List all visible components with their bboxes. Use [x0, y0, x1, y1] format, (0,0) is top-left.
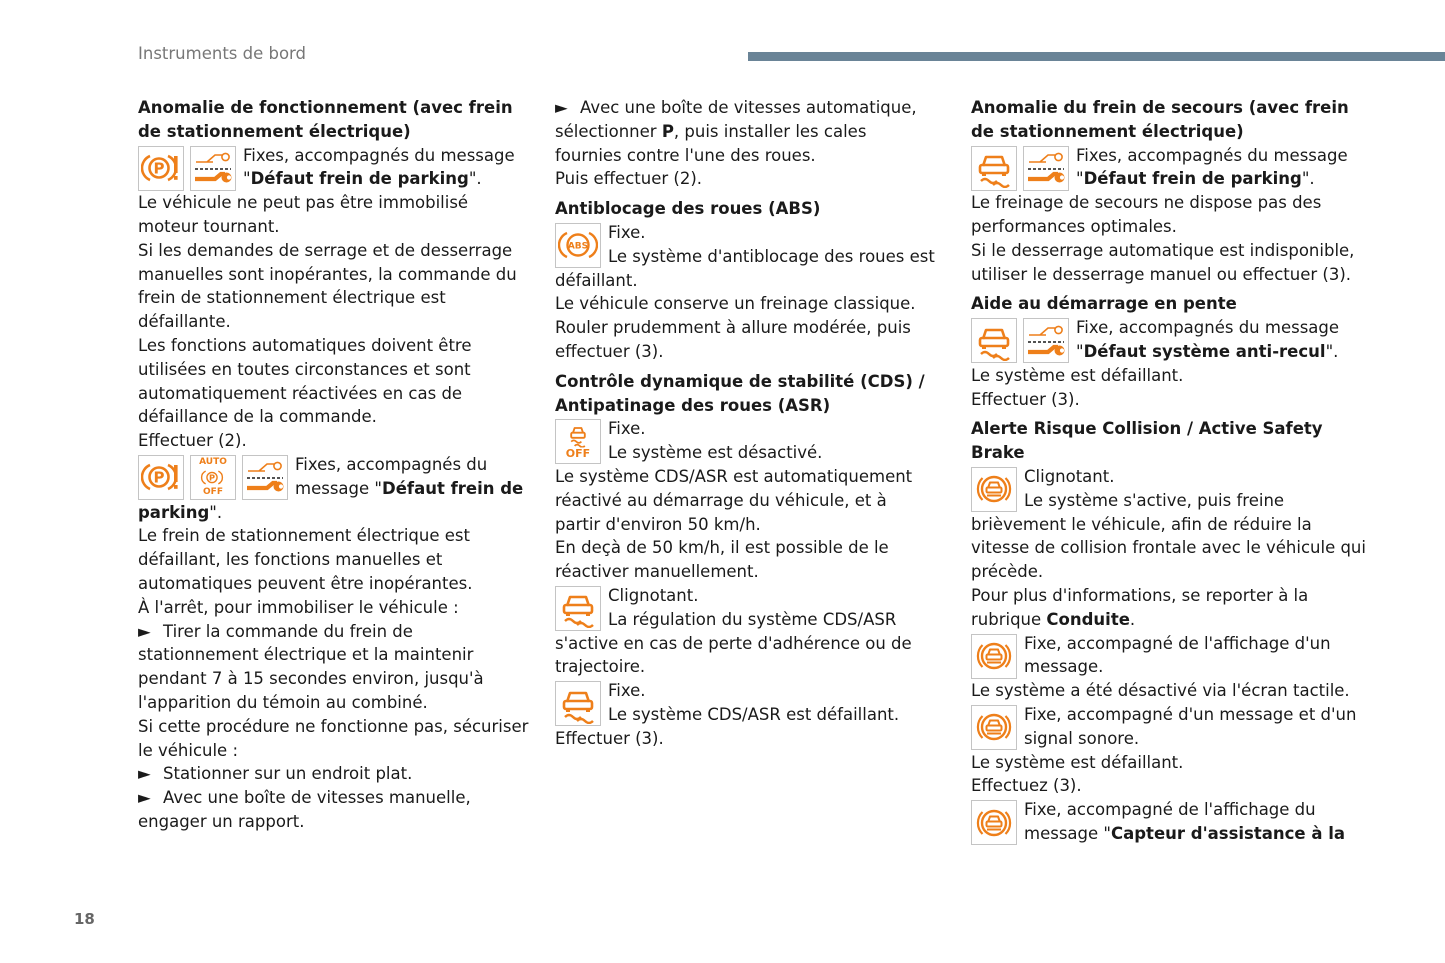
warning-entry: [971, 465, 1366, 584]
auto-parking-brake-off-icon: [190, 455, 236, 500]
arrow-bullet-icon: ►: [138, 764, 151, 784]
heading-parking-brake-malfunction: Anomalie de fonctionnement (avec frein de stationnement électrique): [138, 98, 513, 141]
paragraph: Effectuer (3).: [971, 389, 1080, 409]
bullet-item: ► Avec une boîte de vitesses manuelle, engager un rapport.: [138, 788, 471, 831]
warning-entry: [971, 144, 1366, 192]
bullet-item: ► Stationner sur un endroit plat.: [138, 762, 530, 786]
warning-entry: [971, 632, 1366, 680]
service-wrench-icon: [1023, 318, 1069, 363]
paragraph: Effectuer (3).: [555, 728, 664, 748]
off-label: OFF: [565, 446, 591, 460]
bullet-item: ► Tirer la commande du frein de stationnement électrique et la maintenir pendant 7 à 15 secondes environ, jusqu'à l'apparition du témoin au combiné.: [138, 621, 484, 712]
active-safety-brake-icon: [971, 800, 1017, 845]
header-bar: [748, 52, 1445, 61]
paragraph: Effectuez (3).: [971, 776, 1082, 796]
section-title: Instruments de bord: [138, 44, 307, 63]
paragraph: Le système est défaillant.: [971, 365, 1184, 385]
page-number: 18: [74, 910, 95, 928]
service-wrench-icon: [1023, 146, 1069, 191]
paragraph: Le système est défaillant.: [971, 752, 1184, 772]
paragraph: Le système a été désactivé via l'écran tactile.: [971, 681, 1350, 701]
service-wrench-icon: [190, 146, 236, 191]
entry-text: Fixe, accompagnés du message "Défaut système anti-recul".: [1076, 318, 1340, 361]
warning-entry: [971, 703, 1366, 751]
service-wrench-icon: [242, 455, 288, 500]
warning-entry: [138, 453, 530, 524]
paragraph: Le véhicule conserve un freinage classique.: [555, 294, 916, 314]
entry-text: Clignotant. Le système s'active, puis freine brièvement le véhicule, afin de réduire la vitesse de collision frontale avec le véhicule qui précède.: [971, 466, 1366, 582]
entry-text: Fixe. Le système d'antiblocage des roues est défaillant.: [555, 222, 935, 290]
cds-asr-skid-icon: [971, 146, 1017, 191]
warning-entry: [555, 584, 935, 679]
column-3: [971, 96, 1366, 846]
entry-text: Fixes, accompagnés du message "Défaut frein de parking".: [1076, 145, 1348, 189]
warning-entry: [971, 798, 1366, 846]
warning-entry: [555, 417, 935, 465]
entry-text: Fixe, accompagné de l'affichage d'un message.: [1024, 633, 1331, 677]
paragraph: Pour plus d'informations, se reporter à la rubrique Conduite.: [971, 585, 1309, 629]
column-1: [138, 96, 530, 834]
active-safety-brake-icon: [971, 467, 1017, 512]
heading-emergency-brake: Anomalie du frein de secours (avec frein de stationnement électrique): [971, 98, 1349, 141]
parking-brake-warning-icon: [138, 146, 184, 191]
cds-asr-skid-icon: [555, 681, 601, 726]
active-safety-brake-icon: [971, 634, 1017, 679]
warning-entry: [971, 316, 1366, 364]
paragraph: Rouler prudemment à allure modérée, puis effectuer (3).: [555, 318, 911, 361]
cds-asr-skid-icon: [971, 318, 1017, 363]
cds-asr-skid-icon: [555, 586, 601, 631]
active-safety-brake-icon: [971, 705, 1017, 750]
paragraph: Si les demandes de serrage et de desserrage manuelles sont inopérantes, la commande du frein de stationnement électrique est défaillante.: [138, 240, 517, 332]
arrow-bullet-icon: ►: [138, 788, 151, 808]
warning-entry: [555, 221, 935, 292]
paragraph: Si cette procédure ne fonctionne pas, sécuriser le véhicule :: [138, 716, 529, 760]
abs-warning-icon: [555, 223, 601, 268]
arrow-bullet-icon: ►: [555, 98, 568, 117]
column-2: [555, 96, 935, 751]
arrow-bullet-icon: ►: [138, 621, 151, 641]
warning-entry: [555, 679, 935, 727]
auto-label: AUTO: [199, 456, 227, 467]
paragraph: Si le desserrage automatique est indisponible, utiliser le desserrage manuel ou effectuer (3).: [971, 240, 1355, 284]
paragraph: Le véhicule ne peut pas être immobilisé moteur tournant.: [138, 193, 469, 236]
heading-hill-start-assist: Aide au démarrage en pente: [971, 294, 1237, 314]
paragraph: En deçà de 50 km/h, il est possible de le réactiver manuellement.: [555, 538, 889, 582]
paragraph: Effectuer (2).: [138, 431, 247, 451]
paragraph: Les fonctions automatiques doivent être utilisées en toutes circonstances et sont automatiquement réactivées en cas de défaillance de la commande.: [138, 335, 472, 427]
off-label: OFF: [203, 486, 223, 497]
cds-off-icon: [555, 419, 601, 464]
entry-text: Fixe, accompagné d'un message et d'un signal sonore.: [1024, 704, 1357, 748]
heading-cds-asr: Contrôle dynamique de stabilité (CDS) / Antipatinage des roues (ASR): [555, 371, 925, 415]
paragraph: Puis effectuer (2).: [555, 169, 703, 189]
paragraph: À l'arrêt, pour immobiliser le véhicule :: [138, 597, 459, 617]
paragraph: Le frein de stationnement électrique est défaillant, les fonctions manuelles et automatiques peuvent être inopérantes.: [138, 526, 473, 593]
entry-text: Fixe, accompagné de l'affichage du message "Capteur d'assistance à la: [1024, 800, 1346, 843]
heading-collision-alert: Alerte Risque Collision / Active Safety Brake: [971, 419, 1323, 463]
entry-text: Fixes, accompagnés du message "Défaut frein de parking".: [243, 145, 515, 189]
paragraph: Le freinage de secours ne dispose pas des performances optimales.: [971, 193, 1322, 236]
entry-text: Clignotant. La régulation du système CDS/ASR s'active en cas de perte d'adhérence ou de trajectoire.: [555, 585, 912, 677]
paragraph: Le système CDS/ASR est automatiquement réactivé au démarrage du véhicule, et à partir d'environ 50 km/h.: [555, 466, 913, 534]
bullet-item: ► Avec une boîte de vitesses automatique, sélectionner P, puis installer les cales fournies contre l'une des roues.: [555, 98, 917, 165]
entry-text: Fixes, accompagnés du message "Défaut frein de parking".: [138, 454, 524, 522]
entry-text: Fixe. Le système CDS/ASR est défaillant.: [608, 681, 900, 724]
parking-brake-warning-icon: [138, 455, 184, 500]
warning-entry: [138, 144, 530, 192]
entry-text: Fixe. Le système est désactivé.: [608, 419, 823, 463]
heading-abs: Antiblocage des roues (ABS): [555, 199, 821, 219]
